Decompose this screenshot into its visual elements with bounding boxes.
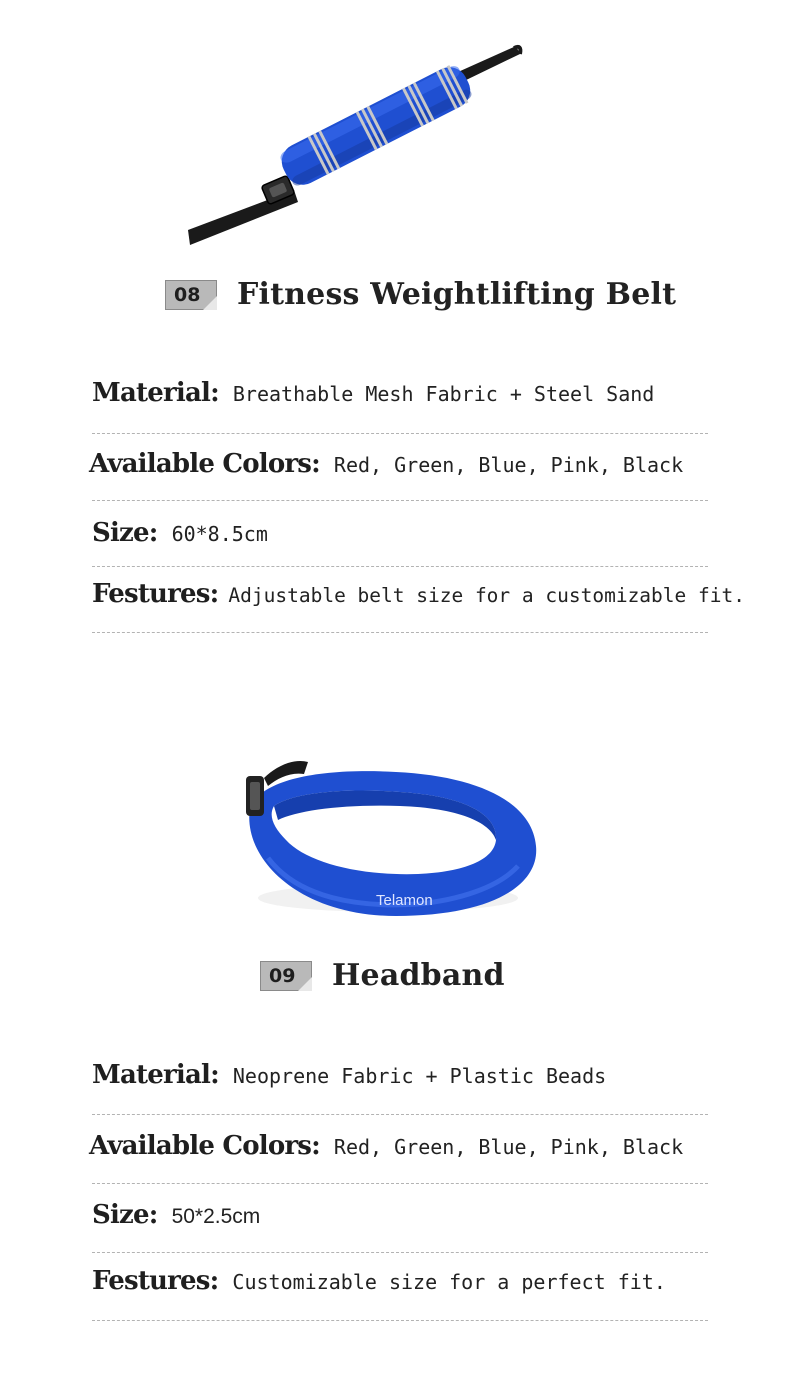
spec-value: Neoprene Fabric + Plastic Beads	[232, 1064, 607, 1088]
product-title-row	[260, 958, 505, 993]
spec-label: Size:	[92, 1200, 158, 1230]
spec-label: Festures:	[92, 579, 219, 609]
spec-material	[92, 1060, 708, 1090]
product-number: 09	[269, 964, 296, 987]
divider	[92, 433, 708, 434]
spec-colors	[89, 1131, 705, 1161]
spec-value: Breathable Mesh Fabric + Steel Sand	[232, 382, 655, 406]
product-title: Headband	[332, 958, 505, 993]
spec-label: Available Colors:	[89, 449, 320, 479]
product-number: 08	[174, 283, 201, 306]
spec-value: Customizable size for a perfect fit.	[232, 1270, 666, 1294]
brand-logo-text: Telamon	[376, 892, 433, 909]
spec-value: Red, Green, Blue, Pink, Black	[333, 1135, 684, 1159]
divider	[92, 1114, 708, 1115]
divider	[92, 1252, 708, 1253]
product-number-badge	[260, 961, 312, 991]
product-number-badge	[165, 280, 217, 310]
spec-label: Size:	[92, 518, 158, 548]
divider	[92, 1320, 708, 1321]
spec-value: 60*8.5cm	[171, 522, 268, 546]
headband-photo	[228, 748, 548, 928]
spec-value: Red, Green, Blue, Pink, Black	[333, 453, 684, 477]
product-title: Fitness Weightlifting Belt	[237, 277, 677, 312]
spec-label: Material:	[92, 378, 219, 408]
divider	[92, 566, 708, 567]
divider	[92, 500, 708, 501]
spec-features	[92, 579, 745, 609]
divider	[92, 632, 708, 633]
spec-label: Material:	[92, 1060, 219, 1090]
spec-features	[92, 1266, 708, 1296]
spec-value: 50*2.5cm	[171, 1205, 261, 1228]
spec-label: Festures:	[92, 1266, 219, 1296]
weightlifting-belt-photo	[180, 40, 540, 260]
spec-size	[92, 1200, 708, 1230]
spec-colors	[89, 449, 705, 479]
divider	[92, 1183, 708, 1184]
product-title-row	[165, 277, 676, 312]
spec-material	[92, 378, 708, 408]
spec-label: Available Colors:	[89, 1131, 320, 1161]
spec-size	[92, 518, 708, 548]
spec-value: Adjustable belt size for a customizable fit.	[228, 584, 745, 607]
